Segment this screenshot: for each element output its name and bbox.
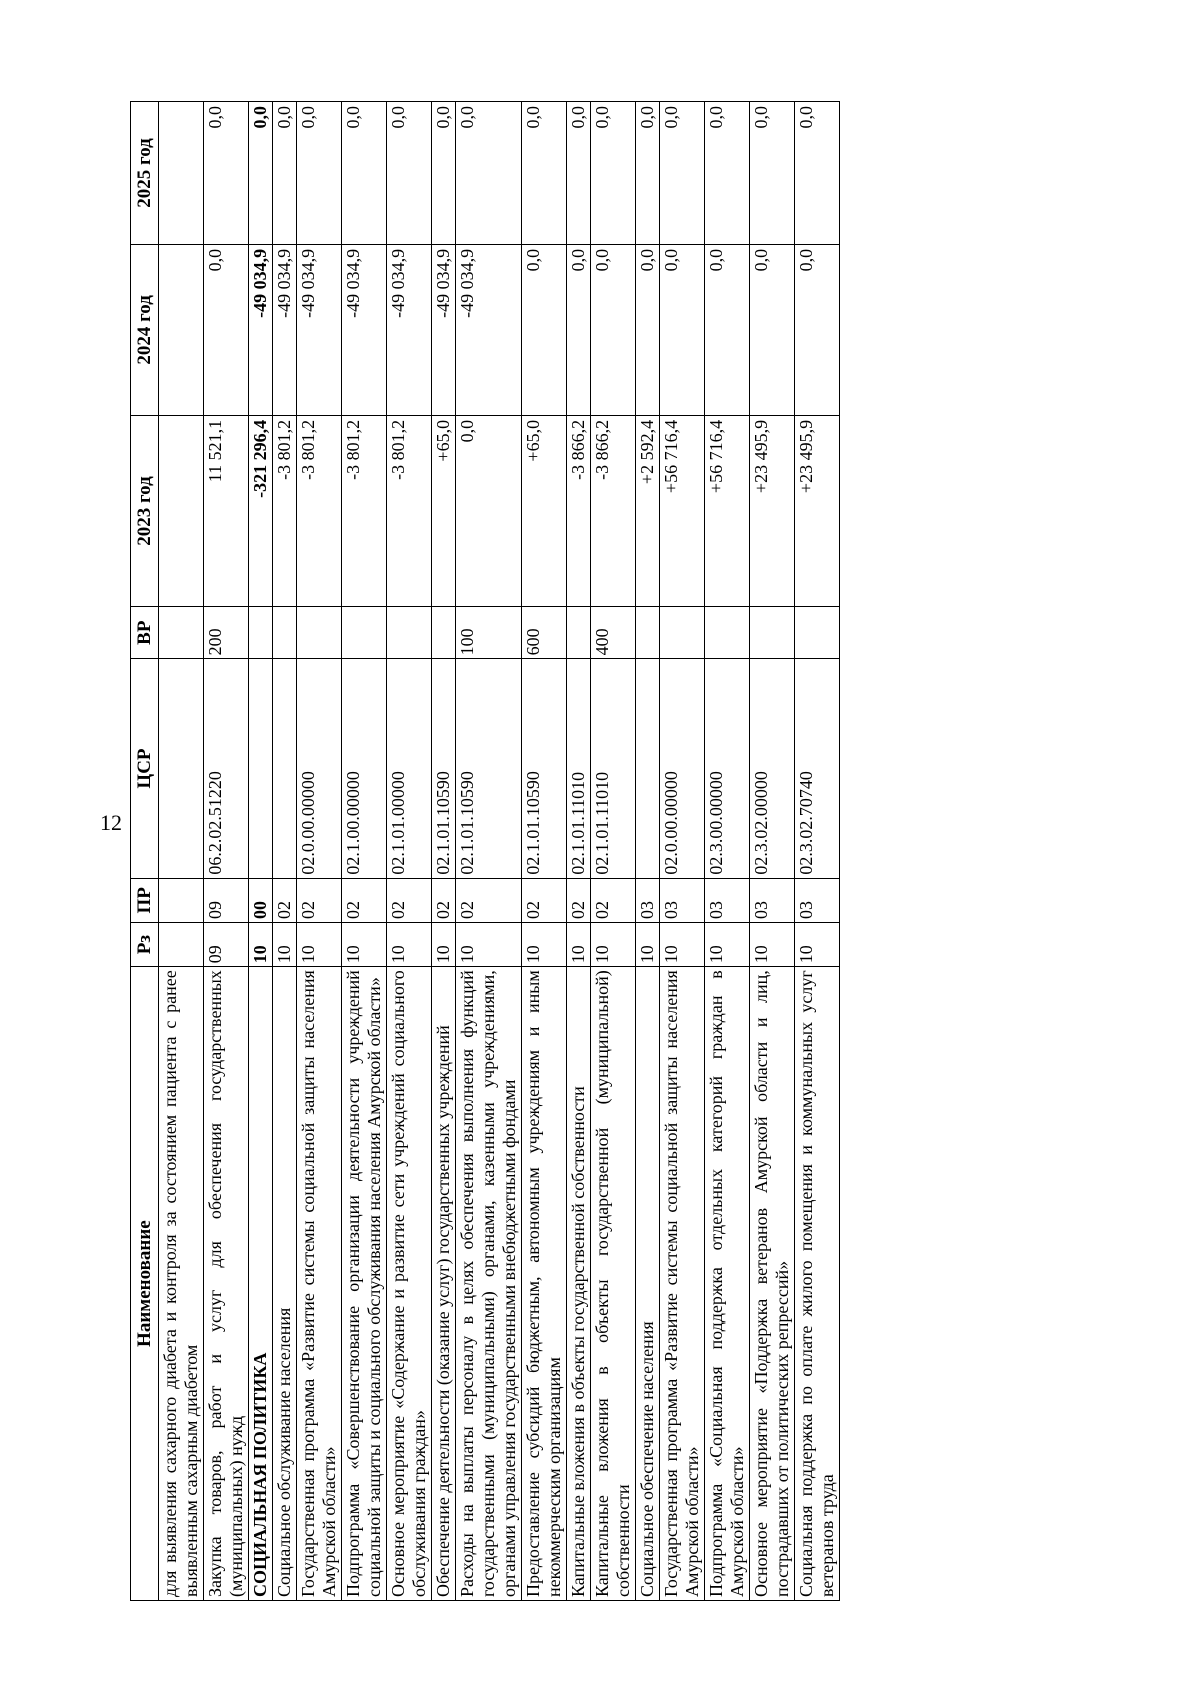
row-vr: [387, 607, 432, 659]
row-csr: 02.1.01.11010: [591, 659, 636, 878]
row-2024: -49 034,9: [342, 244, 387, 415]
row-2025: 0,0: [522, 102, 567, 245]
row-2023: +65,0: [432, 415, 456, 606]
row-2024: -49 034,9: [273, 244, 297, 415]
table-row-section: [249, 102, 273, 1601]
row-2025: [159, 102, 204, 245]
row-name: Основное мероприятие «Содержание и развитие сети учреждений социального обслуживания граждан»: [387, 967, 432, 1601]
row-rz: 10: [297, 922, 342, 966]
row-pr: 02: [342, 878, 387, 922]
row-vr: 600: [522, 607, 567, 659]
row-2024: -49 034,9: [249, 244, 273, 415]
row-csr: 02.1.01.11010: [567, 659, 591, 878]
row-vr: [750, 607, 795, 659]
row-pr: 03: [636, 878, 660, 922]
row-2024: 0,0: [705, 244, 750, 415]
row-rz: 10: [273, 922, 297, 966]
row-vr: [660, 607, 705, 659]
header-csr: ЦСР: [131, 659, 159, 878]
row-2025: 0,0: [387, 102, 432, 245]
header-rz: Рз: [131, 922, 159, 966]
row-2025: 0,0: [795, 102, 840, 245]
row-vr: [705, 607, 750, 659]
row-vr: [273, 607, 297, 659]
page-number: 12: [100, 810, 122, 835]
row-2024: [159, 244, 204, 415]
table-row: [342, 102, 387, 1601]
table-row: [297, 102, 342, 1601]
row-2025: 0,0: [342, 102, 387, 245]
row-csr: [249, 659, 273, 878]
row-2025: 0,0: [249, 102, 273, 245]
table-row: [456, 102, 522, 1601]
row-rz: 10: [636, 922, 660, 966]
row-2023: -3 801,2: [387, 415, 432, 606]
row-vr: [342, 607, 387, 659]
header-2025: 2025 год: [131, 102, 159, 245]
row-2023: +2 592,4: [636, 415, 660, 606]
row-rz: 10: [249, 922, 273, 966]
row-name: Капитальные вложения в объекты государственной собственности: [567, 967, 591, 1601]
row-2024: 0,0: [204, 244, 249, 415]
row-vr: [159, 607, 204, 659]
row-2024: 0,0: [636, 244, 660, 415]
row-2024: 0,0: [522, 244, 567, 415]
row-rz: 10: [456, 922, 522, 966]
row-2023: 11 521,1: [204, 415, 249, 606]
row-csr: 02.3.02.70740: [795, 659, 840, 878]
table-header-row: [131, 102, 159, 1601]
row-2024: 0,0: [567, 244, 591, 415]
row-pr: 03: [750, 878, 795, 922]
row-csr: 02.1.01.10590: [522, 659, 567, 878]
row-csr: [159, 659, 204, 878]
row-2025: 0,0: [432, 102, 456, 245]
table-row: [750, 102, 795, 1601]
table-row: [432, 102, 456, 1601]
row-pr: [159, 878, 204, 922]
row-vr: 200: [204, 607, 249, 659]
row-vr: [249, 607, 273, 659]
row-csr: 02.0.00.00000: [297, 659, 342, 878]
row-2025: 0,0: [660, 102, 705, 245]
row-csr: 02.1.01.10590: [456, 659, 522, 878]
row-name: Социальная поддержка по оплате жилого помещения и коммунальных услуг ветеранов труда: [795, 967, 840, 1601]
row-csr: 02.1.00.00000: [342, 659, 387, 878]
row-pr: 02: [522, 878, 567, 922]
rotated-page: [130, 101, 1070, 1601]
row-2024: 0,0: [795, 244, 840, 415]
row-2023: +23 495,9: [795, 415, 840, 606]
row-name: Подпрограмма «Совершенствование организации деятельности учреждений социальной защиты и социального обслуживания населения Амурской области»: [342, 967, 387, 1601]
row-2024: -49 034,9: [387, 244, 432, 415]
row-vr: [567, 607, 591, 659]
table-row: [795, 102, 840, 1601]
row-name: Социальное обслуживание населения: [273, 967, 297, 1601]
row-csr: 02.3.02.00000: [750, 659, 795, 878]
row-rz: 10: [387, 922, 432, 966]
row-name: Обеспечение деятельности (оказание услуг) государственных учреждений: [432, 967, 456, 1601]
table-row: [636, 102, 660, 1601]
row-csr: [636, 659, 660, 878]
row-rz: 10: [750, 922, 795, 966]
row-2023: -3 801,2: [273, 415, 297, 606]
row-vr: [795, 607, 840, 659]
row-rz: 10: [795, 922, 840, 966]
row-pr: 02: [456, 878, 522, 922]
row-name: Социальное обеспечение населения: [636, 967, 660, 1601]
header-2024: 2024 год: [131, 244, 159, 415]
row-vr: [636, 607, 660, 659]
row-2023: +56 716,4: [660, 415, 705, 606]
header-name: Наименование: [131, 967, 159, 1601]
table-row: [204, 102, 249, 1601]
row-name: СОЦИАЛЬНАЯ ПОЛИТИКА: [249, 967, 273, 1601]
header-2023: 2023 год: [131, 415, 159, 606]
row-2025: 0,0: [273, 102, 297, 245]
row-pr: 03: [795, 878, 840, 922]
row-rz: 10: [567, 922, 591, 966]
row-pr: 00: [249, 878, 273, 922]
row-pr: 02: [297, 878, 342, 922]
row-csr: 02.0.00.00000: [660, 659, 705, 878]
row-csr: 02.1.01.10590: [432, 659, 456, 878]
row-pr: 02: [567, 878, 591, 922]
row-csr: [273, 659, 297, 878]
row-2023: -3 866,2: [591, 415, 636, 606]
table-row: [567, 102, 591, 1601]
row-rz: 10: [522, 922, 567, 966]
table-row: [387, 102, 432, 1601]
row-rz: 09: [204, 922, 249, 966]
row-rz: [159, 922, 204, 966]
row-name: Капитальные вложения в объекты государственной (муниципальной) собственности: [591, 967, 636, 1601]
row-pr: 03: [705, 878, 750, 922]
row-vr: [297, 607, 342, 659]
row-2025: 0,0: [567, 102, 591, 245]
row-2025: 0,0: [750, 102, 795, 245]
row-rz: 10: [342, 922, 387, 966]
row-2025: 0,0: [705, 102, 750, 245]
row-pr: 02: [273, 878, 297, 922]
row-rz: 10: [591, 922, 636, 966]
row-2023: +65,0: [522, 415, 567, 606]
row-2023: -321 296,4: [249, 415, 273, 606]
row-2025: 0,0: [297, 102, 342, 245]
row-name: Основное мероприятие «Поддержка ветеранов Амурской области и лиц, пострадавших от политических репрессий»: [750, 967, 795, 1601]
row-name: Государственная программа «Развитие системы социальной защиты населения Амурской области»: [660, 967, 705, 1601]
row-2025: 0,0: [456, 102, 522, 245]
row-vr: 400: [591, 607, 636, 659]
header-vr: ВР: [131, 607, 159, 659]
row-name: Подпрограмма «Социальная поддержка отдельных категорий граждан в Амурской области»: [705, 967, 750, 1601]
row-name: Закупка товаров, работ и услуг для обеспечения государственных (муниципальных) нужд: [204, 967, 249, 1601]
row-2024: 0,0: [750, 244, 795, 415]
row-name: для выявления сахарного диабета и контроля за состоянием пациента с ранее выявленным сахарным диабетом: [159, 967, 204, 1601]
table-row: [159, 102, 204, 1601]
row-2023: -3 801,2: [297, 415, 342, 606]
row-2025: 0,0: [636, 102, 660, 245]
table-row: [660, 102, 705, 1601]
row-2024: -49 034,9: [456, 244, 522, 415]
row-2025: 0,0: [591, 102, 636, 245]
budget-table: [130, 101, 840, 1601]
row-name: Предоставление субсидий бюджетным, автономным учреждениям и иным некоммерческим организациям: [522, 967, 567, 1601]
table-row: [705, 102, 750, 1601]
row-name: Государственная программа «Развитие системы социальной защиты населения Амурской области»: [297, 967, 342, 1601]
row-2025: 0,0: [204, 102, 249, 245]
row-name: Расходы на выплаты персоналу в целях обеспечения выполнения функций государственными (муниципальными) органами, казенными учреждениями, органами управления государственными внебюджетными фондами: [456, 967, 522, 1601]
table-row: [273, 102, 297, 1601]
row-rz: 10: [660, 922, 705, 966]
row-2023: 0,0: [456, 415, 522, 606]
row-pr: 03: [660, 878, 705, 922]
row-csr: 06.2.02.51220: [204, 659, 249, 878]
row-2023: [159, 415, 204, 606]
row-2024: -49 034,9: [432, 244, 456, 415]
row-2024: -49 034,9: [297, 244, 342, 415]
row-vr: [432, 607, 456, 659]
table-row: [522, 102, 567, 1601]
table-row: [591, 102, 636, 1601]
row-rz: 10: [705, 922, 750, 966]
header-pr: ПР: [131, 878, 159, 922]
row-pr: 02: [432, 878, 456, 922]
row-vr: 100: [456, 607, 522, 659]
row-2023: -3 866,2: [567, 415, 591, 606]
row-2023: +56 716,4: [705, 415, 750, 606]
row-pr: 09: [204, 878, 249, 922]
row-pr: 02: [387, 878, 432, 922]
row-2023: -3 801,2: [342, 415, 387, 606]
row-rz: 10: [432, 922, 456, 966]
row-csr: 02.1.01.00000: [387, 659, 432, 878]
row-pr: 02: [591, 878, 636, 922]
row-csr: 02.3.00.00000: [705, 659, 750, 878]
row-2024: 0,0: [591, 244, 636, 415]
row-2024: 0,0: [660, 244, 705, 415]
row-2023: +23 495,9: [750, 415, 795, 606]
